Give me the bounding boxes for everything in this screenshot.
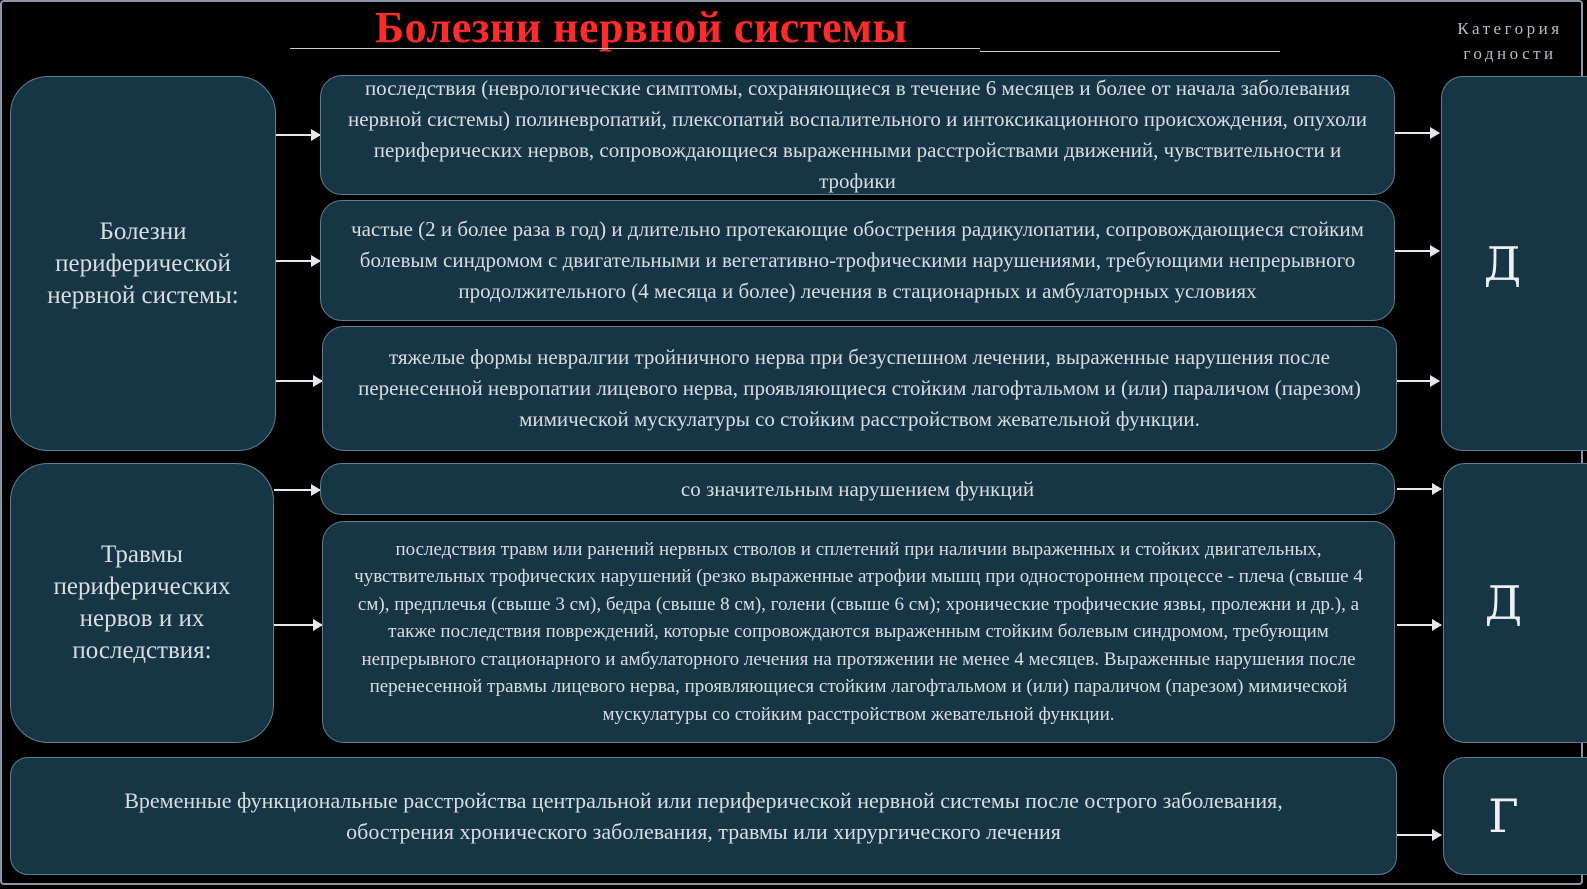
slide-title: Болезни нервной системы [375,3,908,52]
group-label-nerve-injuries [10,463,274,743]
temporary-disorders-box [10,757,1397,875]
arrow-g1-cat1 [1395,132,1439,134]
arrow-g1-item3 [276,380,322,382]
category-header-line2: годности [1463,44,1557,63]
arrow-g2-item1 [274,489,320,491]
arrow-g1-cat2 [1395,250,1439,252]
title-underline-right [980,51,1280,52]
category-letter: Д [1483,236,1522,291]
category-letter: Д [1484,576,1523,630]
category-box-bottom [1443,757,1587,875]
group-label-text: Травмы периферических нервов и их последствия: [53,541,231,664]
criteria-text: частые (2 и более раза в год) и длительно протекающие обострения радикулопатии, сопровождающиеся стойким болевым синдромом с двигательными и вегетативно-трофическими нарушениями, требующими непрерывного продолжительного (4 месяца и более) лечения в стационарных и амбулаторных условиях [351,217,1364,303]
criteria-box-g1-1 [320,75,1395,195]
category-box-g1 [1441,76,1587,451]
arrow-g1-cat3 [1397,380,1439,382]
arrow-bottom-cat [1397,834,1441,836]
group-label-text: Болезни периферической нервной системы: [47,217,239,309]
arrow-g2-item2 [274,624,322,626]
criteria-box-g2-1 [320,463,1395,515]
criteria-text: со значительным нарушением функций [680,476,1035,501]
arrow-g1-item1 [276,134,320,136]
criteria-text: последствия травм или ранений нервных стволов и сплетений при наличии выраженных и стойких двигательных, чувствительных трофических нарушений (резко выраженные атрофии мышц при одностороннем процессе - плеча (свыше 4 см), предплечья (свыше 3 см), бедра (свыше 8 см), голени (свыше 6 см); хронические трофические язвы, пролежни и др.), а также последствия повреждений, которые сопровождаются выраженным стойким болевым синдромом, требующим непрерывного стационарного и амбулаторного лечения на протяжении не менее 4 месяцев. Выраженные нарушения после перенесенной травмы лицевого нерва, проявляющиеся стойким лагофтальмом и (или) параличом (парезом) мимической мускулатуры со стойким расстройством жевательной функции. [354,538,1363,725]
temporary-disorders-text: Временные функциональные расстройства центральной или периферической нервной системы после острого заболевания, обострения хронического заболевания, травмы или хирургического лечения [124,788,1283,844]
arrow-g1-item2 [276,260,320,262]
criteria-box-g1-3 [322,326,1397,451]
category-letter: Г [1488,789,1519,843]
arrow-g2-cat1 [1397,488,1441,490]
arrow-g2-cat2 [1397,624,1441,626]
title-underline [290,48,980,49]
category-box-g2 [1443,463,1587,743]
criteria-text: тяжелые формы невралгии тройничного нерва при безуспешном лечении, выраженные нарушения после перенесенной невропатии лицевого нерва, проявляющиеся стойким лагофтальмом и (или) параличом (парезом) мимической мускулатуры со стойким расстройством жевательной функции. [358,345,1361,431]
category-header-line1: Категория [1457,19,1563,38]
criteria-text: последствия (неврологические симптомы, сохраняющиеся в течение 6 месяцев и более от начала заболевания нервной системы) полиневропатий, плексопатий воспалительного и интоксикационного происхождения, опухоли периферических нервов, сопровождающиеся выраженными расстройствами движений, чувствительности и трофики [347,76,1368,193]
criteria-box-g1-2 [320,200,1395,321]
group-label-peripheral-diseases [10,76,276,451]
category-header [1430,16,1587,66]
criteria-box-g2-2 [322,521,1395,743]
